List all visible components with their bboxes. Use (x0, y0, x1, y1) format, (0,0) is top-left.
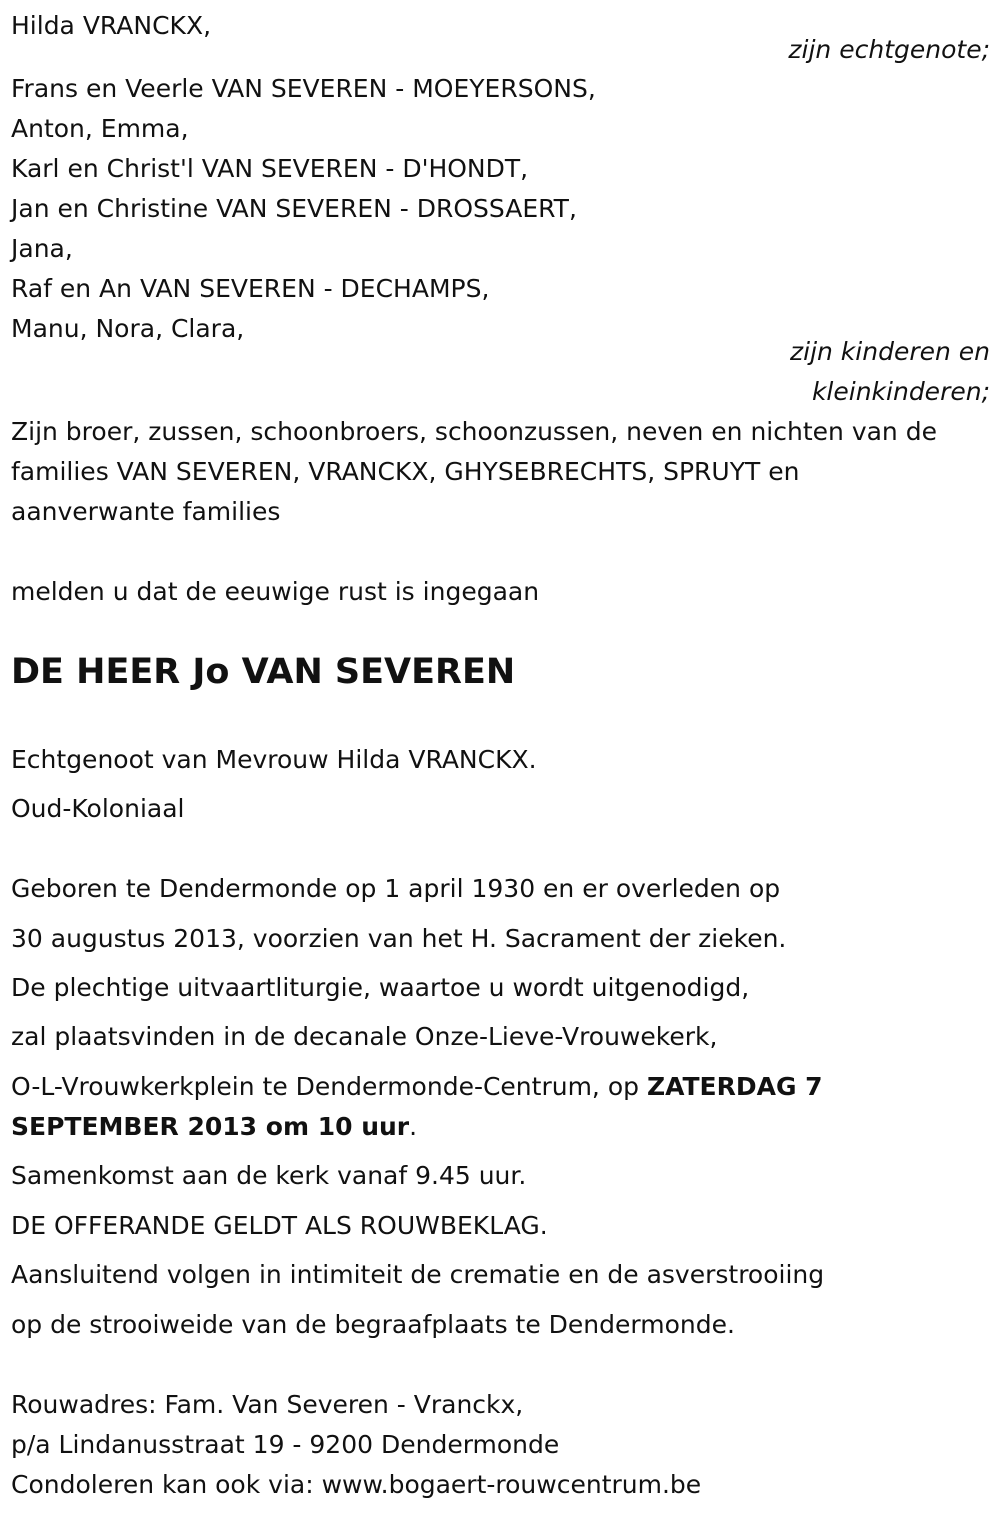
ceremony-line-1: Geboren te Dendermonde op 1 april 1930 en er overleden op (11, 874, 781, 903)
ceremony-date-part-2: SEPTEMBER 2013 om 10 uur (11, 1112, 410, 1141)
child-line-2: Anton, Emma, (11, 114, 189, 143)
spouse-name: Hilda VRANCKX, (11, 11, 212, 40)
announcement: melden u dat de eeuwige rust is ingegaan (11, 577, 540, 606)
child-line-7: Manu, Nora, Clara, (11, 314, 245, 343)
ceremony-line-5-text: O-L-Vrouwkerkplein te Dendermonde-Centrum, op (11, 1072, 647, 1101)
children-role-1: zijn kinderen en (790, 337, 990, 366)
relatives-line-2: families VAN SEVEREN, VRANCKX, GHYSEBRECHTS, SPRUYT en (11, 457, 800, 486)
spouse-line: Echtgenoot van Mevrouw Hilda VRANCKX. (11, 745, 537, 774)
child-line-6: Raf en An VAN SEVEREN - DECHAMPS, (11, 274, 490, 303)
ceremony-date-part-1: ZATERDAG 7 (646, 1072, 823, 1101)
ceremony-line-8: DE OFFERANDE GELDT ALS ROUWBEKLAG. (11, 1211, 548, 1240)
ceremony-line-4: zal plaatsvinden in de decanale Onze-Lieve-Vrouwekerk, (11, 1022, 718, 1051)
children-role-2: kleinkinderen; (811, 377, 990, 406)
child-line-1: Frans en Veerle VAN SEVEREN - MOEYERSONS, (11, 74, 596, 103)
deceased-name: DE HEER Jo VAN SEVEREN (11, 652, 516, 692)
spouse-role: zijn echtgenote; (788, 35, 990, 64)
ceremony-line-9: Aansluitend volgen in intimiteit de crematie en de asverstrooiing (11, 1260, 825, 1289)
ceremony-line-6-suffix: . (409, 1112, 418, 1141)
relatives-line-1: Zijn broer, zussen, schoonbroers, schoonzussen, neven en nichten van de (11, 417, 937, 446)
condolences-line: Condoleren kan ook via: www.bogaert-rouwcentrum.be (11, 1470, 702, 1499)
ceremony-line-3: De plechtige uitvaartliturgie, waartoe u wordt uitgenodigd, (11, 973, 750, 1002)
ceremony-line-10: op de strooiweide van de begraafplaats te Dendermonde. (11, 1310, 735, 1339)
child-line-5: Jana, (11, 234, 73, 263)
ceremony-line-2: 30 augustus 2013, voorzien van het H. Sacrament der zieken. (11, 924, 787, 953)
ceremony-line-7: Samenkomst aan de kerk vanaf 9.45 uur. (11, 1161, 527, 1190)
child-line-4: Jan en Christine VAN SEVEREN - DROSSAERT, (11, 194, 577, 223)
title-line: Oud-Koloniaal (11, 794, 185, 823)
child-line-3: Karl en Christ'l VAN SEVEREN - D'HONDT, (11, 154, 529, 183)
ceremony-line-5 (11, 1067, 823, 1107)
address-line-2: p/a Lindanusstraat 19 - 9200 Dendermonde (11, 1430, 560, 1459)
ceremony-line-6 (11, 1107, 417, 1147)
address-line-1: Rouwadres: Fam. Van Severen - Vranckx, (11, 1390, 524, 1419)
relatives-line-3: aanverwante families (11, 497, 281, 526)
